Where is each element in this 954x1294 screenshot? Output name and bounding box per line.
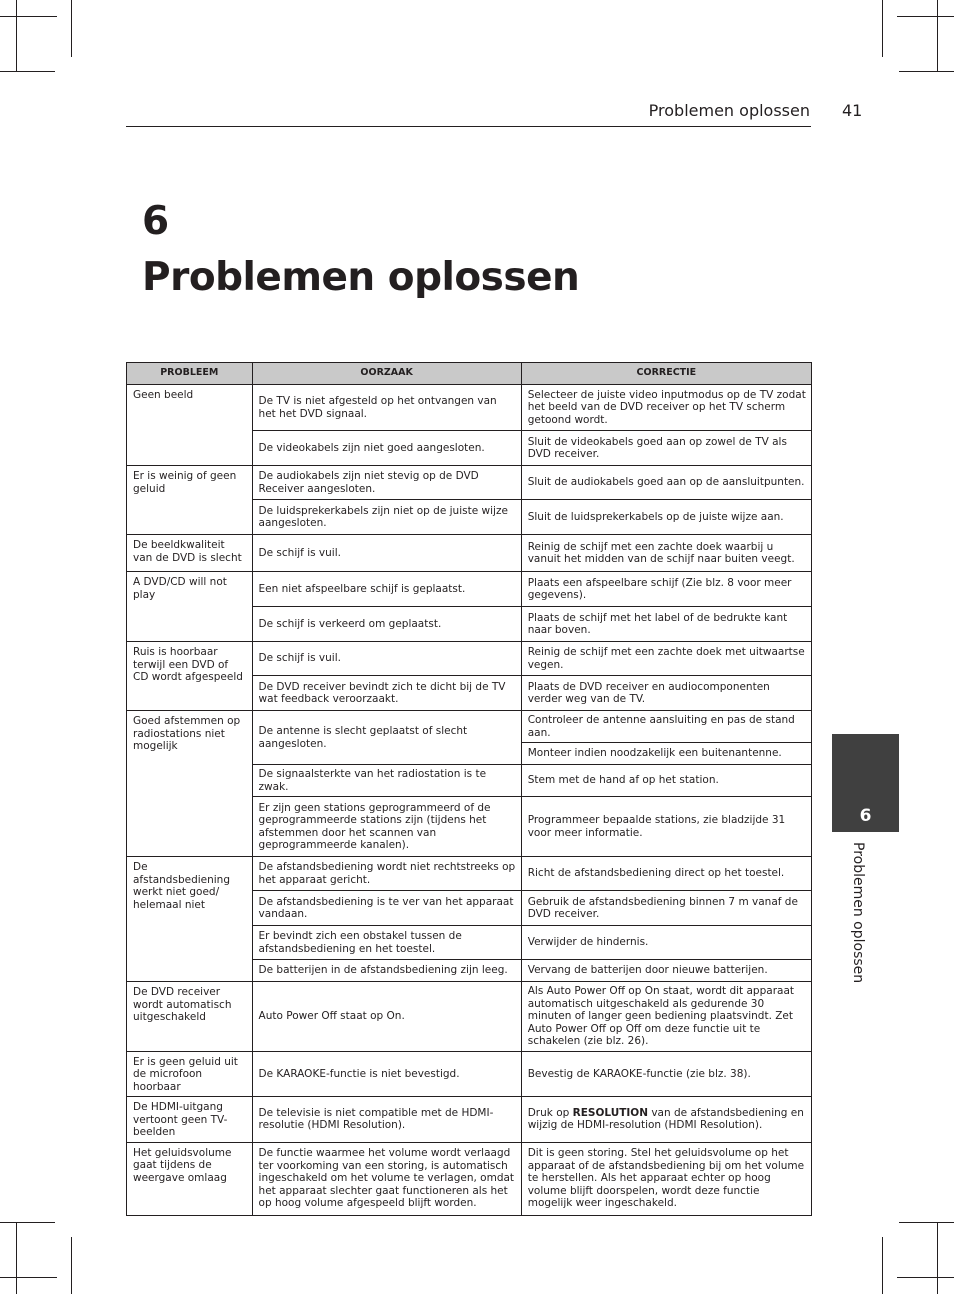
correction-cell: Gebruik de afstandsbediening binnen 7 m vanaf de DVD receiver. bbox=[521, 891, 811, 926]
resolution-key-label: RESOLUTION bbox=[572, 1106, 648, 1119]
cause-cell: De schijf is verkeerd om geplaatst. bbox=[252, 607, 521, 642]
problem-cell: Geen beeld bbox=[127, 385, 253, 466]
correction-cell: Selecteer de juiste video inputmodus op de TV zodat het beeld van de DVD receiver op het TV scherm getoond wordt. bbox=[521, 385, 811, 431]
crop-mark bbox=[937, 1223, 938, 1294]
correction-cell: Vervang de batterijen door nieuwe batterijen. bbox=[521, 960, 811, 982]
crop-mark bbox=[16, 1223, 17, 1294]
header-rule bbox=[126, 126, 811, 127]
correction-cell: Sluit de audiokabels goed aan op de aansluitpunten. bbox=[521, 466, 811, 500]
cause-cell: De batterijen in de afstandsbediening zijn leeg. bbox=[252, 960, 521, 982]
table-row bbox=[127, 535, 812, 572]
cause-cell: De KARAOKE-functie is niet bevestigd. bbox=[252, 1051, 521, 1097]
problem-cell: Goed afstemmen op radiostations niet mogelijk bbox=[127, 711, 253, 857]
cause-cell: De audiokabels zijn niet stevig op de DVD Receiver aangesloten. bbox=[252, 466, 521, 500]
crop-mark bbox=[882, 1237, 883, 1294]
crop-mark bbox=[16, 0, 17, 71]
cause-cell: De antenne is slecht geplaatst of slecht aangesloten. bbox=[252, 711, 521, 765]
problem-cell: De DVD receiver wordt automatisch uitgeschakeld bbox=[127, 982, 253, 1052]
correction-cell: Controleer de antenne aansluiting en pas de stand aan. bbox=[521, 711, 811, 743]
cause-cell: De functie waarmee het volume wordt verlaagd ter voorkoming van een storing, is automatisch ingeschakeld om het volume te verlagen, omdat het apparaat slechter gaat functioneren als het op hoog volume afgespeeld blijft worden. bbox=[252, 1142, 521, 1215]
header-correctie: CORRECTIE bbox=[521, 363, 811, 385]
problem-cell: Er is weinig of geen geluid bbox=[127, 466, 253, 535]
correction-cell: Dit is geen storing. Stel het geluidsvolume op het apparaat of de afstandsbediening bij om het volume te herstellen. Als het apparaat echter op hoog volume blijft doorspelen, wordt deze functie mogelijk weer ingeschakeld. bbox=[521, 1142, 811, 1215]
chapter-title: Problemen oplossen bbox=[142, 255, 580, 300]
problem-cell: Ruis is hoorbaar terwijl een DVD of CD wordt afgespeeld bbox=[127, 642, 253, 711]
table-row bbox=[127, 1097, 812, 1143]
crop-mark bbox=[882, 0, 883, 57]
cause-cell: Er zijn geen stations geprogrammeerd of de geprogrammeerde stations zijn (tijdens het afstemmen door het scannen van geprogrammeerde kanalen). bbox=[252, 797, 521, 857]
problem-cell: De beeldkwaliteit van de DVD is slecht bbox=[127, 535, 253, 572]
correction-text-after: van de afstandsbediening en wijzig de HDMI-resolution (HDMI Resolution). bbox=[527, 1106, 804, 1132]
table-row bbox=[127, 857, 812, 891]
side-tab-label: Problemen oplossen bbox=[850, 842, 866, 984]
crop-mark bbox=[897, 1277, 954, 1278]
table-row bbox=[127, 385, 812, 431]
table-row bbox=[127, 1142, 812, 1215]
table-row bbox=[127, 466, 812, 500]
correction-cell: Plaats de DVD receiver en audiocomponenten verder weg van de TV. bbox=[521, 676, 811, 711]
cause-cell: De televisie is niet compatible met de HDMI-resolutie (HDMI Resolution). bbox=[252, 1097, 521, 1143]
table-row bbox=[127, 1051, 812, 1097]
cause-cell: De videokabels zijn niet goed aangesloten. bbox=[252, 431, 521, 466]
cause-cell: De luidsprekerkabels zijn niet op de juiste wijze aangesloten. bbox=[252, 500, 521, 535]
cause-cell: De schijf is vuil. bbox=[252, 535, 521, 572]
problem-cell: Er is geen geluid uit de microfoon hoorbaar bbox=[127, 1051, 253, 1097]
side-tab-number: 6 bbox=[859, 806, 872, 826]
correction-cell: Sluit de luidsprekerkabels op de juiste wijze aan. bbox=[521, 500, 811, 535]
correction-cell: Verwijder de hindernis. bbox=[521, 926, 811, 960]
cause-cell: Een niet afspeelbare schijf is geplaatst. bbox=[252, 572, 521, 607]
problem-cell: De afstandsbediening werkt niet goed/ helemaal niet bbox=[127, 857, 253, 982]
correction-cell: Als Auto Power Off op On staat, wordt dit apparaat automatisch uitgeschakeld als gedurende 30 minuten of langer geen bediening plaatsvindt. Zet Auto Power Off op Off om deze functie uit te schakelen (zie blz. 26). bbox=[521, 982, 811, 1052]
table-row bbox=[127, 642, 812, 676]
cause-cell: De TV is niet afgesteld op het ontvangen van het het DVD signaal. bbox=[252, 385, 521, 431]
correction-cell: Richt de afstandsbediening direct op het toestel. bbox=[521, 857, 811, 891]
troubleshooting-table bbox=[126, 362, 812, 1216]
cause-cell: De schijf is vuil. bbox=[252, 642, 521, 676]
cause-cell: De afstandsbediening wordt niet rechtstreeks op het apparaat gericht. bbox=[252, 857, 521, 891]
correction-cell: Monteer indien noodzakelijk een buitenantenne. bbox=[521, 743, 811, 765]
problem-cell: De HDMI-uitgang vertoont geen TV-beelden bbox=[127, 1097, 253, 1143]
header-oorzaak: OORZAAK bbox=[252, 363, 521, 385]
crop-mark bbox=[71, 1237, 72, 1294]
crop-mark bbox=[897, 16, 954, 17]
crop-mark bbox=[0, 1222, 55, 1223]
chapter-number: 6 bbox=[142, 199, 169, 244]
page-number: 41 bbox=[842, 101, 863, 120]
running-header-title: Problemen oplossen bbox=[648, 101, 810, 120]
correction-cell: Sluit de videokabels goed aan op zowel de TV als DVD receiver. bbox=[521, 431, 811, 466]
table-header-row bbox=[127, 363, 812, 385]
header-probleem: PROBLEEM bbox=[127, 363, 253, 385]
correction-text-before: Druk op bbox=[527, 1106, 573, 1119]
cause-cell: Auto Power Off staat op On. bbox=[252, 982, 521, 1052]
crop-mark bbox=[0, 71, 55, 72]
correction-cell: Stem met de hand af op het station. bbox=[521, 765, 811, 797]
correction-cell: Plaats de schijf met het label of de bedrukte kant naar boven. bbox=[521, 607, 811, 642]
correction-cell: Reinig de schijf met een zachte doek waarbij u vanuit het midden van de schijf naar buiten veegt. bbox=[521, 535, 811, 572]
problem-cell: A DVD/CD will not play bbox=[127, 572, 253, 642]
problem-cell: Het geluidsvolume gaat tijdens de weergave omlaag bbox=[127, 1142, 253, 1215]
correction-cell: Bevestig de KARAOKE-functie (zie blz. 38). bbox=[521, 1051, 811, 1097]
cause-cell: De DVD receiver bevindt zich te dicht bij de TV wat feedback veroorzaakt. bbox=[252, 676, 521, 711]
cause-cell: De afstandsbediening is te ver van het apparaat vandaan. bbox=[252, 891, 521, 926]
crop-mark bbox=[0, 1277, 57, 1278]
chapter-side-tab bbox=[832, 734, 899, 832]
correction-cell: Plaats een afspeelbare schijf (Zie blz. 8 voor meer gegevens). bbox=[521, 572, 811, 607]
correction-cell: Programmeer bepaalde stations, zie bladzijde 31 voor meer informatie. bbox=[521, 797, 811, 857]
crop-mark bbox=[899, 71, 954, 72]
correction-cell bbox=[521, 1097, 811, 1143]
crop-mark bbox=[937, 0, 938, 71]
cause-cell: Er bevindt zich een obstakel tussen de afstandsbediening en het toestel. bbox=[252, 926, 521, 960]
table-row bbox=[127, 711, 812, 743]
crop-mark bbox=[899, 1222, 954, 1223]
crop-mark bbox=[71, 0, 72, 57]
correction-cell: Reinig de schijf met een zachte doek met uitwaartse vegen. bbox=[521, 642, 811, 676]
cause-cell: De signaalsterkte van het radiostation is te zwak. bbox=[252, 765, 521, 797]
table-row bbox=[127, 982, 812, 1052]
crop-mark bbox=[0, 16, 57, 17]
table-row bbox=[127, 572, 812, 607]
